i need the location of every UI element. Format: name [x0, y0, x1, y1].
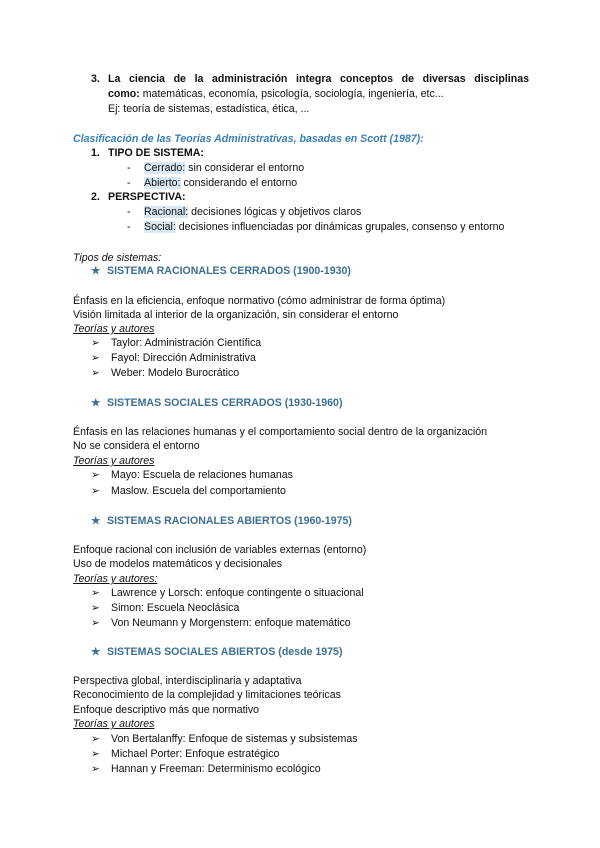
arrow-bullet-icon: ➢	[91, 748, 100, 760]
section-3-authors-label: Teorías y autores:	[73, 573, 158, 585]
star-icon: ★	[91, 515, 101, 527]
section-4-line-3: Enfoque descriptivo más que normativo	[73, 704, 260, 716]
arrow-bullet-icon: ➢	[91, 733, 100, 745]
classification-item-2: 2.	[91, 191, 100, 203]
section-2-author-2: ➢ Maslow. Escuela del comportamiento	[91, 485, 286, 497]
item3-line1: La ciencia de la administración integra conceptos de diversas disciplinas	[108, 73, 529, 85]
section-2-line-2: No se considera el entorno	[73, 440, 200, 452]
section-3-title: ★ SISTEMAS RACIONALES ABIERTOS (1960-1975)	[91, 515, 352, 527]
section-4-title: ★ SISTEMAS SOCIALES ABIERTOS (desde 1975)	[91, 646, 343, 658]
section-3-line-2: Uso de modelos matemáticos y decisionales	[73, 558, 283, 570]
section-1-authors-label: Teorías y autores	[73, 323, 155, 335]
classification-item-1-title: TIPO DE SISTEMA:	[108, 147, 204, 159]
classification-item-1: 1.	[91, 147, 100, 159]
subitem-social: - Social: decisiones influenciadas por dinámicas grupales, consenso y entorno	[127, 221, 505, 233]
section-1-author-3: ➢ Weber: Modelo Burocrático	[91, 367, 240, 379]
section-1-title: ★ SISTEMA RACIONALES CERRADOS (1900-1930)	[91, 265, 351, 277]
star-icon: ★	[91, 646, 101, 658]
item3-line2: como: matemáticas, economía, psicología, sociología, ingeniería, etc...	[108, 88, 444, 100]
section-1-line-2: Visión limitada al interior de la organización, sin considerar el entorno	[73, 309, 399, 321]
section-4-line-1: Perspectiva global, interdisciplinaria y adaptativa	[73, 675, 302, 687]
section-4-author-1: ➢ Von Bertalanffy: Enfoque de sistemas y subsistemas	[91, 733, 358, 745]
section-2-line-1: Énfasis en las relaciones humanas y el comportamiento social dentro de la organización	[73, 426, 487, 438]
arrow-bullet-icon: ➢	[91, 367, 100, 379]
section-3-author-2: ➢ Simon: Escuela Neoclásica	[91, 602, 240, 614]
arrow-bullet-icon: ➢	[91, 485, 100, 497]
arrow-bullet-icon: ➢	[91, 337, 100, 349]
types-label: Tipos de sistemas:	[73, 252, 162, 264]
section-3-author-1: ➢ Lawrence y Lorsch: enfoque contingente o situacional	[91, 587, 364, 599]
arrow-bullet-icon: ➢	[91, 763, 100, 775]
arrow-bullet-icon: ➢	[91, 352, 100, 364]
star-icon: ★	[91, 265, 101, 277]
section-3-author-3: ➢ Von Neumann y Morgenstern: enfoque matemático	[91, 617, 351, 629]
section-2-title: ★ SISTEMAS SOCIALES CERRADOS (1930-1960)	[91, 397, 343, 409]
arrow-bullet-icon: ➢	[91, 587, 100, 599]
classification-heading: Clasificación de las Teorías Administrativas, basadas en Scott (1987):	[73, 133, 424, 145]
arrow-bullet-icon: ➢	[91, 469, 100, 481]
arrow-bullet-icon: ➢	[91, 617, 100, 629]
section-1-line-1: Énfasis en la eficiencia, enfoque normativo (cómo administrar de forma óptima)	[73, 295, 446, 307]
subitem-racional: - Racional: decisiones lógicas y objetivos claros	[127, 206, 362, 218]
item3-line3: Ej: teoría de sistemas, estadística, ética, ...	[108, 103, 310, 115]
subitem-abierto: - Abierto: considerando el entorno	[127, 177, 298, 189]
star-icon: ★	[91, 397, 101, 409]
section-3-line-1: Enfoque racional con inclusión de variables externas (entorno)	[73, 544, 367, 556]
section-1-author-1: ➢ Taylor: Administración Científica	[91, 337, 262, 349]
section-2-author-1: ➢ Mayo: Escuela de relaciones humanas	[91, 469, 293, 481]
section-4-line-2: Reconocimiento de la complejidad y limitaciones teóricas	[73, 689, 341, 701]
section-4-author-3: ➢ Hannan y Freeman: Determinismo ecológico	[91, 763, 321, 775]
section-4-author-2: ➢ Michael Porter: Enfoque estratégico	[91, 748, 280, 760]
arrow-bullet-icon: ➢	[91, 602, 100, 614]
subitem-cerrado: - Cerrado: sin considerar el entorno	[127, 162, 305, 174]
classification-item-2-title: PERSPECTIVA:	[108, 191, 186, 203]
section-1-author-2: ➢ Fayol: Dirección Administrativa	[91, 352, 256, 364]
section-4-authors-label: Teorías y autores	[73, 718, 155, 730]
section-2-authors-label: Teorías y autores	[73, 455, 155, 467]
item3-number: 3.	[91, 73, 100, 85]
